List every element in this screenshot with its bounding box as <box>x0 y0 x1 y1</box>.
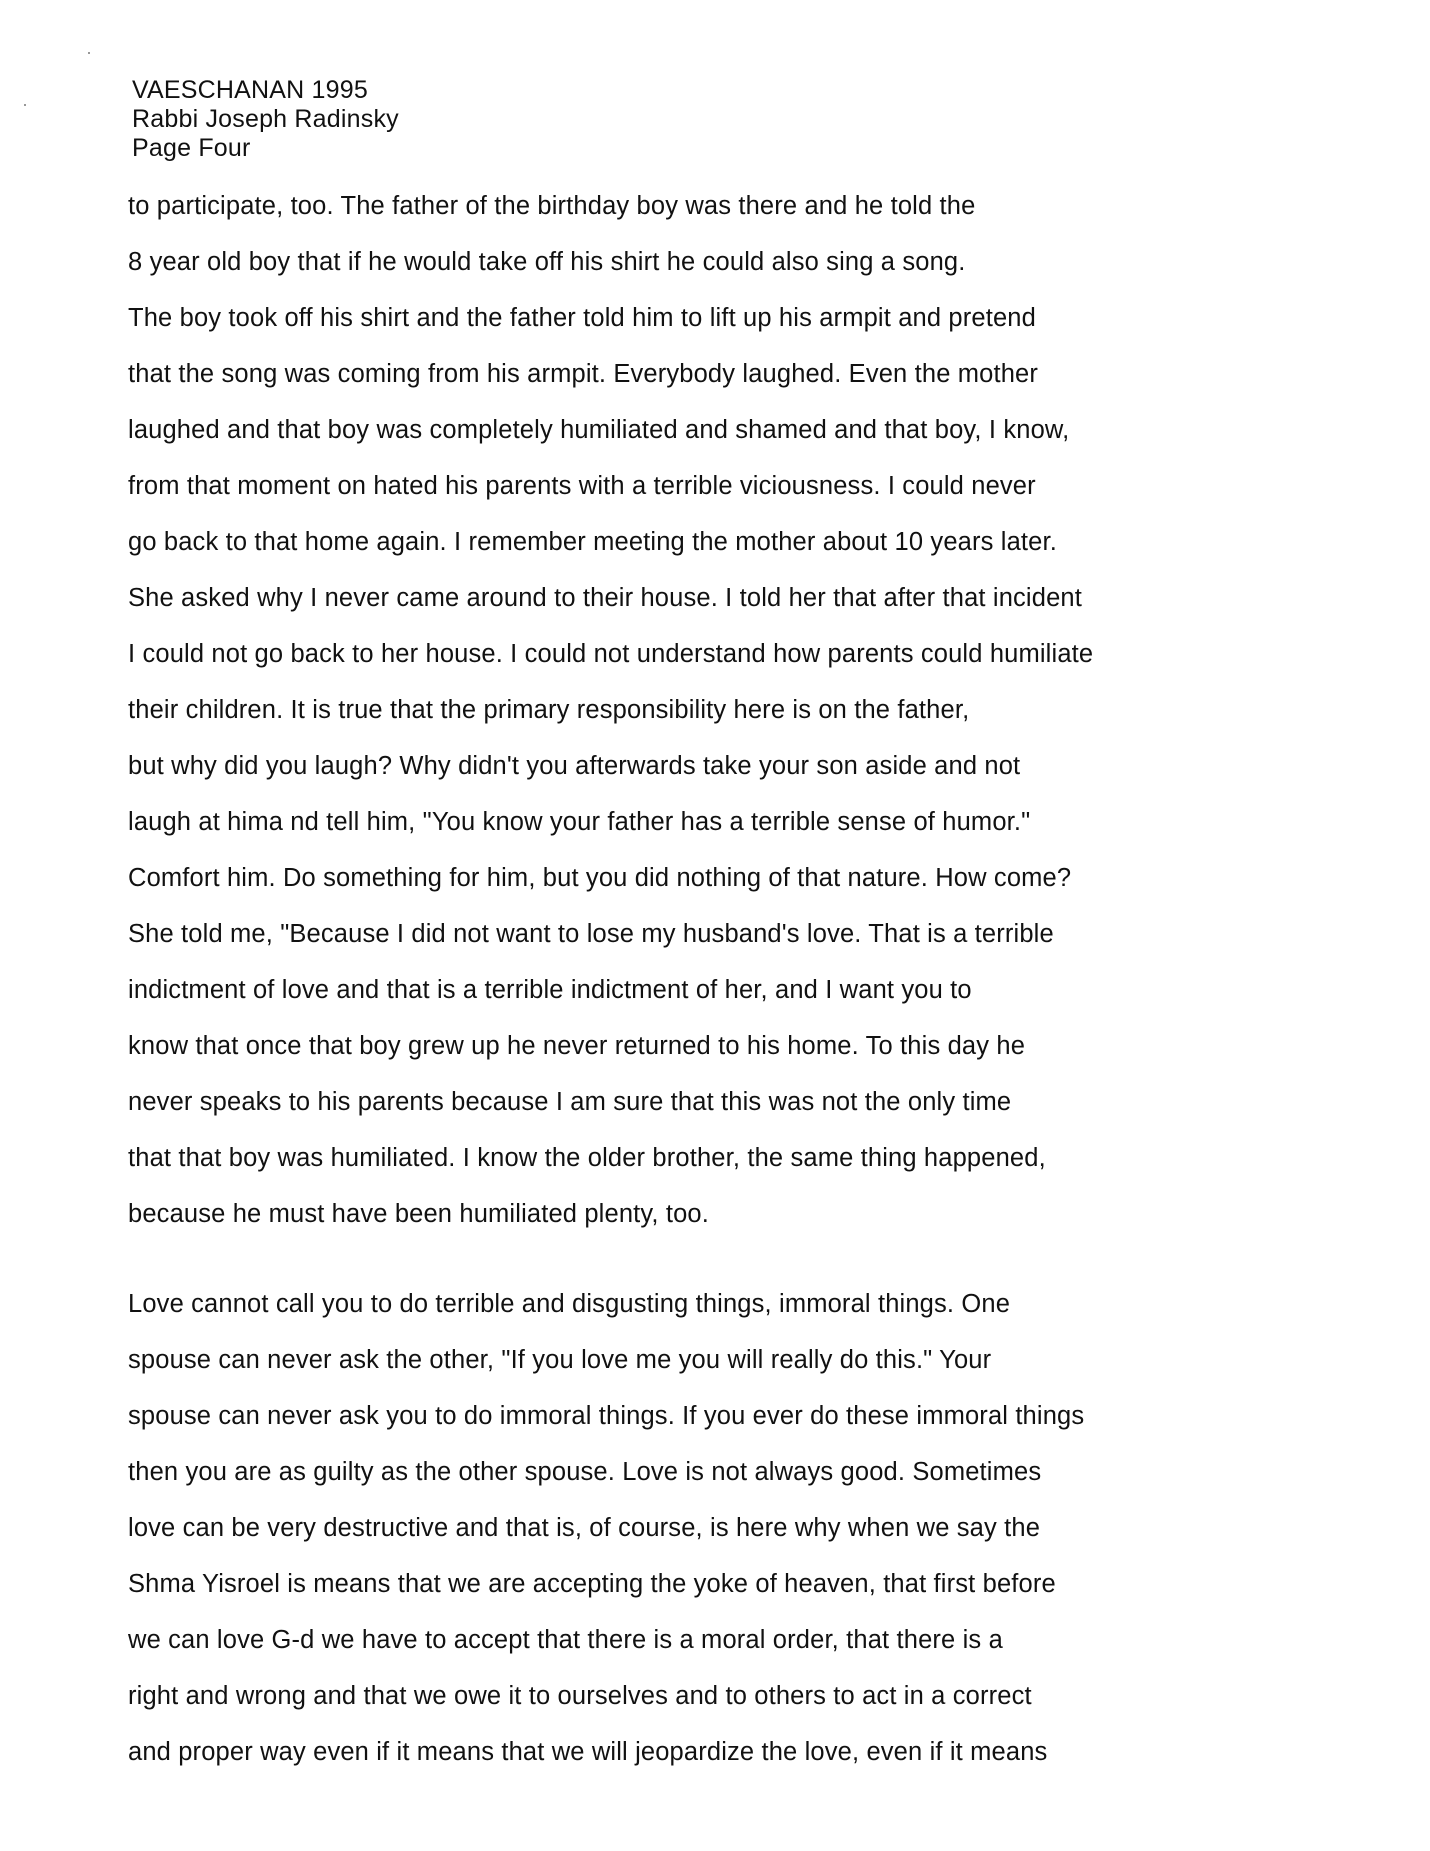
text-line: Comfort him. Do something for him, but you did nothing of that nature. How come? <box>128 864 1072 892</box>
text-line: that the song was coming from his armpit. Everybody laughed. Even the mother <box>128 360 1039 388</box>
text-line: then you are as guilty as the other spouse. Love is not always good. Sometimes <box>128 1458 1042 1486</box>
text-line: love can be very destructive and that is, of course, is here why when we say the <box>128 1514 1041 1542</box>
text-line: to participate, too. The father of the birthday boy was there and he told the <box>128 192 976 220</box>
scan-speck <box>88 52 90 54</box>
text-line: She told me, "Because I did not want to lose my husband's love. That is a terrible <box>128 920 1054 948</box>
text-line: laughed and that boy was completely humiliated and shamed and that boy, I know, <box>128 416 1070 444</box>
text-line: never speaks to his parents because I am sure that this was not the only time <box>128 1088 1012 1116</box>
paragraph-1 <box>128 178 1093 1242</box>
text-line: spouse can never ask the other, "If you love me you will really do this." Your <box>128 1346 992 1374</box>
text-line: spouse can never ask you to do immoral things. If you ever do these immoral things <box>128 1402 1085 1430</box>
author-name: Rabbi Joseph Radinsky <box>132 105 399 133</box>
page-number: Page Four <box>132 134 251 162</box>
text-line: and proper way even if it means that we will jeopardize the love, even if it means <box>128 1738 1048 1766</box>
text-line: their children. It is true that the primary responsibility here is on the father, <box>128 696 970 724</box>
text-line: Love cannot call you to do terrible and disgusting things, immoral things. One <box>128 1290 1011 1318</box>
text-line: know that once that boy grew up he never returned to his home. To this day he <box>128 1032 1026 1060</box>
text-line: laugh at hima nd tell him, "You know your father has a terrible sense of humor." <box>128 808 1031 836</box>
text-line: The boy took off his shirt and the father told him to lift up his armpit and pretend <box>128 304 1036 332</box>
scan-speck <box>24 104 26 106</box>
text-line: because he must have been humiliated plenty, too. <box>128 1200 710 1228</box>
text-line: we can love G-d we have to accept that there is a moral order, that there is a <box>128 1626 1003 1654</box>
text-line: that that boy was humiliated. I know the older brother, the same thing happened, <box>128 1144 1046 1172</box>
text-line: but why did you laugh? Why didn't you afterwards take your son aside and not <box>128 752 1021 780</box>
text-line: She asked why I never came around to their house. I told her that after that incident <box>128 584 1082 612</box>
text-line: 8 year old boy that if he would take off his shirt he could also sing a song. <box>128 248 966 276</box>
text-line: right and wrong and that we owe it to ourselves and to others to act in a correct <box>128 1682 1032 1710</box>
text-line: go back to that home again. I remember meeting the mother about 10 years later. <box>128 528 1057 556</box>
text-line: from that moment on hated his parents with a terrible viciousness. I could never <box>128 472 1036 500</box>
paragraph-2 <box>128 1276 1084 1780</box>
text-line: indictment of love and that is a terrible indictment of her, and I want you to <box>128 976 972 1004</box>
page-header <box>132 76 399 163</box>
document-title: VAESCHANAN 1995 <box>132 76 368 104</box>
text-line: Shma Yisroel is means that we are accepting the yoke of heaven, that first before <box>128 1570 1056 1598</box>
text-line: I could not go back to her house. I could not understand how parents could humiliate <box>128 640 1094 668</box>
